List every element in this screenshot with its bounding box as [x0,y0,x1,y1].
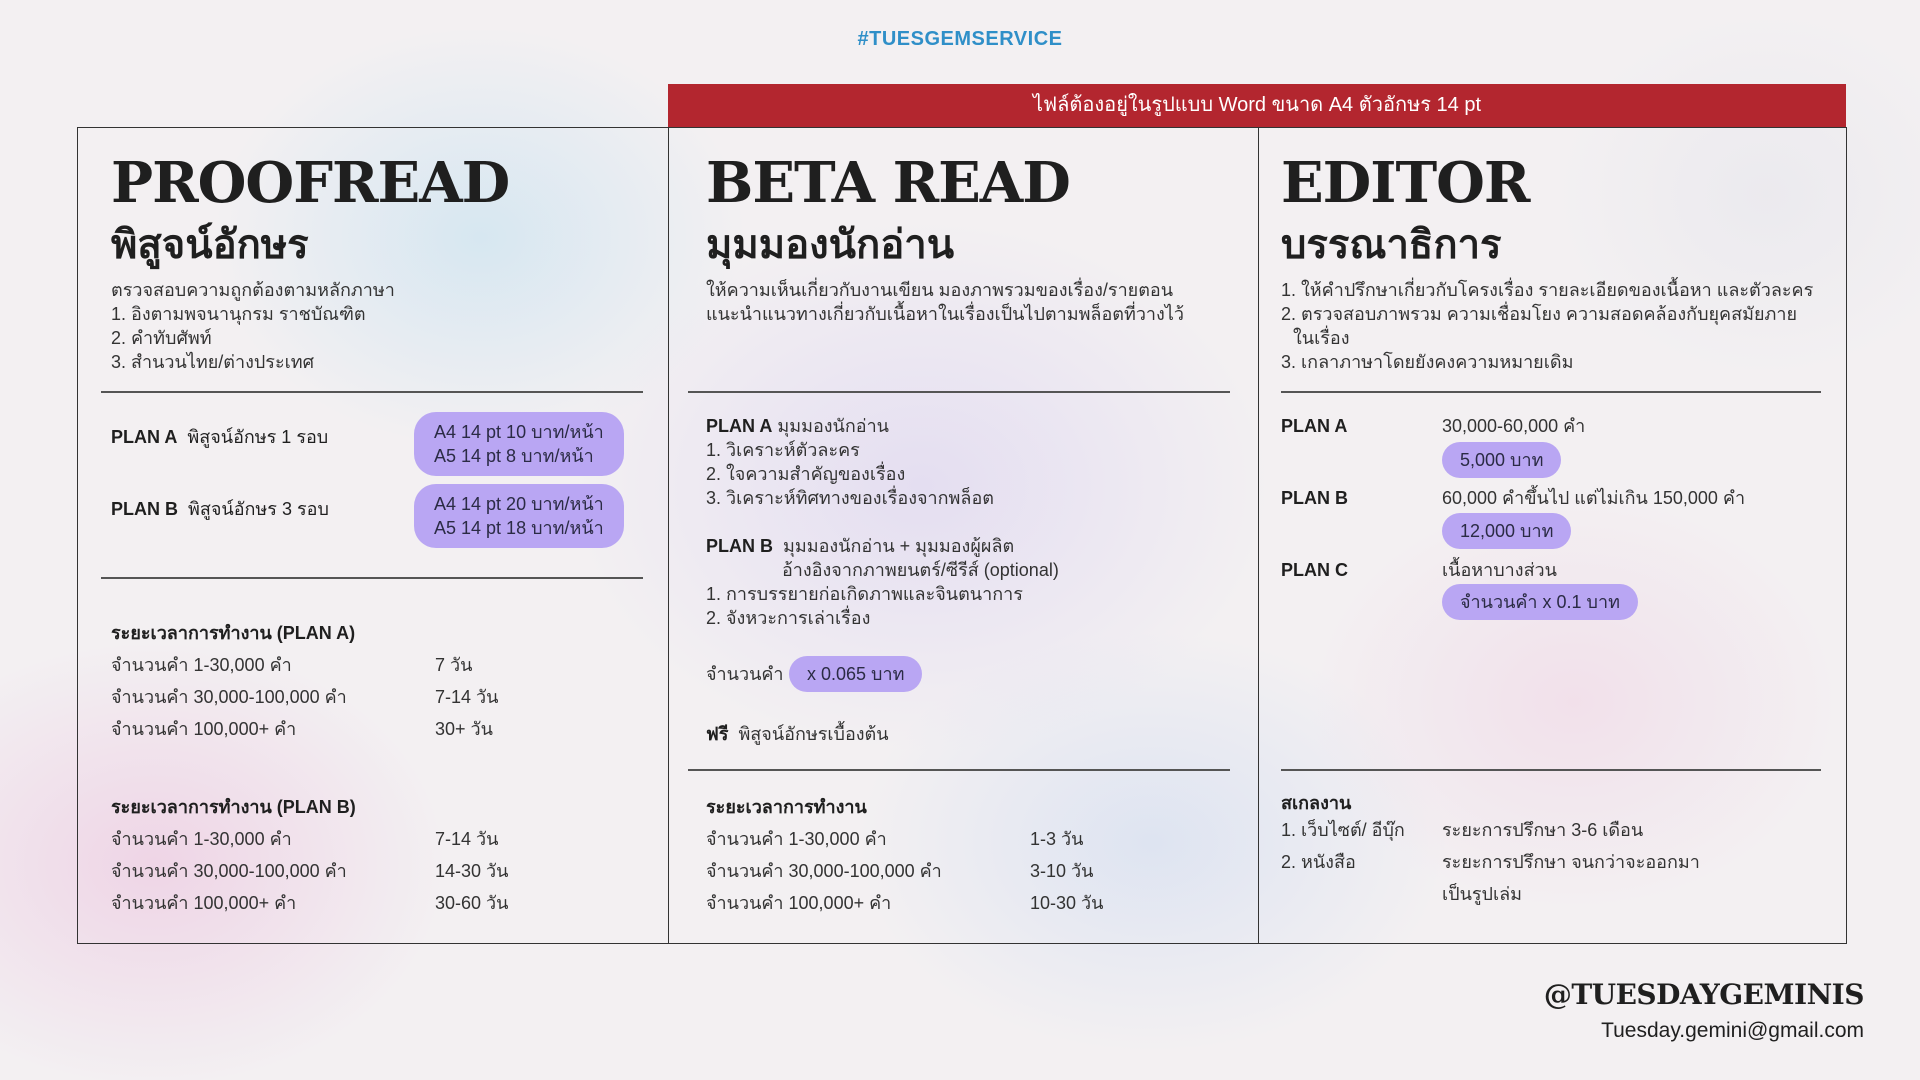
schedule-range: จำนวนคำ 30,000-100,000 คำ [111,861,347,881]
schedule-range: จำนวนคำ 30,000-100,000 คำ [706,861,942,881]
schedule-row [111,682,499,711]
service-table [77,127,1847,944]
plan-label: PLAN A [111,427,178,447]
schedule-range: จำนวนคำ 1-30,000 คำ [111,655,292,675]
plan-text: มุมมองนักอ่าน + มุมมองผู้ผลิต [783,536,1015,556]
divider [101,391,643,393]
divider [688,769,1230,771]
plan-subtext: อ้างอิงจากภาพยนตร์/ซีรีส์ (optional) [782,560,1059,580]
schedule-row [706,856,1094,885]
schedule-time: 3-10 วัน [1030,861,1094,881]
editor-plan-c-price: จำนวนคำ x 0.1 บาท [1442,584,1638,620]
schedule-time: 7-14 วัน [435,687,499,707]
proofread-title-thai: พิสูจน์อักษร [111,221,309,268]
plan-item: 2. จังหวะการเล่าเรื่อง [706,608,871,628]
editor-scale-desc [1442,850,1700,906]
plan-item: 1. การบรรยายก่อเกิดภาพและจินตนาการ [706,584,1023,604]
plan-label: PLAN A [1281,416,1348,436]
proofread-plan-a [111,422,328,451]
proofread-schedule-b-title: ระยะเวลาการทำงาน (PLAN B) [111,797,356,817]
schedule-range: จำนวนคำ 1-30,000 คำ [706,829,887,849]
beta-read-title: BETA READ [706,150,1070,216]
beta-price-pill: x 0.065 บาท [789,656,922,692]
schedule-row [111,714,493,743]
file-format-banner: ไฟล์ต้องอยู่ในรูปแบบ Word ขนาด A4 ตัวอักษร 14 pt [668,84,1846,127]
schedule-row [706,888,1104,917]
editor-title: EDITOR [1281,150,1530,216]
desc-line: 1. ให้คำปรึกษาเกี่ยวกับโครงเรื่อง รายละเอียดของเนื้อหา และตัวละคร [1281,280,1814,300]
editor-scale-item: 2. หนังสือ [1281,852,1356,872]
beta-read-column [668,128,1258,943]
schedule-row [111,824,499,853]
plan-item: 1. วิเคราะห์ตัวละคร [706,440,860,460]
editor-plan-a-text: 30,000-60,000 คำ [1442,416,1586,436]
scale-desc-line: ระยะการปรึกษา จนกว่าจะออกมา [1442,852,1700,872]
desc-line: ให้ความเห็นเกี่ยวกับงานเขียน มองภาพรวมของเรื่อง/รายตอน [706,280,1174,300]
schedule-time: 7-14 วัน [435,829,499,849]
beta-read-title-thai: มุมมองนักอ่าน [706,221,955,268]
beta-free-note [706,722,889,746]
schedule-row [111,888,509,917]
editor-column [1258,128,1846,943]
divider [1281,769,1821,771]
schedule-time: 7 วัน [435,655,473,675]
schedule-time: 14-30 วัน [435,861,509,881]
desc-line: 2. ตรวจสอบภาพรวม ความเชื่อมโยง ความสอดคล้องกับยุคสมัยภาย [1281,304,1798,324]
schedule-row [111,856,509,885]
desc-line: ตรวจสอบความถูกต้องตามหลักภาษา [111,280,395,300]
divider [1281,391,1821,393]
schedule-range: จำนวนคำ 30,000-100,000 คำ [111,687,347,707]
proofread-plan-b [111,494,329,523]
plan-item: 3. วิเคราะห์ทิศทางของเรื่องจากพล็อต [706,488,994,508]
desc-line: 2. คำทับศัพท์ [111,328,212,348]
schedule-range: จำนวนคำ 100,000+ คำ [706,893,892,913]
proofread-schedule-a-title: ระยะเวลาการทำงาน (PLAN A) [111,623,356,643]
plan-item: 2. ใจความสำคัญของเรื่อง [706,464,906,484]
proofread-title: PROOFREAD [111,150,510,216]
editor-plan-a-price: 5,000 บาท [1442,442,1561,478]
editor-plan-c-text: เนื้อหาบางส่วน [1442,560,1557,580]
schedule-time: 30-60 วัน [435,893,509,913]
schedule-row [706,824,1084,853]
proofread-column [78,128,668,943]
hashtag: #TUESGEMSERVICE [857,28,1063,50]
editor-title-thai: บรรณาธิการ [1281,221,1502,268]
free-label: ฟรี [706,724,729,744]
editor-description [1281,278,1813,374]
editor-plan-b-price: 12,000 บาท [1442,513,1571,549]
schedule-range: จำนวนคำ 1-30,000 คำ [111,829,292,849]
desc-line: 1. อิงตามพจนานุกรม ราชบัณฑิต [111,304,366,324]
price-line: A4 14 pt 20 บาท/หน้า [434,494,604,514]
price-line: A4 14 pt 10 บาท/หน้า [434,422,604,442]
editor-plan-a-label [1281,414,1347,438]
schedule-time: 30+ วัน [435,719,493,739]
proofread-plan-b-price [414,484,624,548]
divider [688,391,1230,393]
desc-line: 3. สำนวนไทย/ต่างประเทศ [111,352,315,372]
editor-plan-b-label [1281,486,1348,510]
free-text: พิสูจน์อักษรเบื้องต้น [738,724,889,744]
proofread-plan-a-price [414,412,624,476]
desc-line: แนะนำแนวทางเกี่ยวกับเนื้อหาในเรื่องเป็นไปตามพล็อตที่วางไว้ [706,304,1184,324]
proofread-description [111,278,395,374]
schedule-row [111,650,473,679]
price-line: A5 14 pt 18 บาท/หน้า [434,518,604,538]
plan-text: พิสูจน์อักษร 3 รอบ [188,499,329,519]
editor-plan-c-label [1281,558,1348,582]
plan-text: มุมมองนักอ่าน [777,416,889,436]
editor-scale-desc: ระยะการปรึกษา 3-6 เดือน [1442,820,1644,840]
schedule-range: จำนวนคำ 100,000+ คำ [111,893,297,913]
schedule-range: จำนวนคำ 100,000+ คำ [111,719,297,739]
plan-label: PLAN B [706,536,773,556]
editor-scale-title: สเกลงาน [1281,793,1352,813]
plan-label: PLAN B [1281,488,1348,508]
plan-label: PLAN C [1281,560,1348,580]
price-line: A5 14 pt 8 บาท/หน้า [434,446,594,466]
plan-text: พิสูจน์อักษร 1 รอบ [187,427,329,447]
social-handle: @TUESDAYGEMINIS [1543,978,1864,1011]
divider [101,577,643,579]
beta-schedule-title: ระยะเวลาการทำงาน [706,797,867,817]
editor-plan-b-text: 60,000 คำขึ้นไป แต่ไม่เกิน 150,000 คำ [1442,488,1746,508]
beta-read-description [706,278,1184,326]
plan-label: PLAN A [706,416,773,436]
contact-email: Tuesday.gemini@gmail.com [1601,1019,1864,1042]
beta-price-label: จำนวนคำ [706,664,784,684]
scale-desc-line: เป็นรูปเล่ม [1442,884,1523,904]
desc-line: 3. เกลาภาษาโดยยังคงความหมายเดิม [1281,352,1574,372]
desc-line: ในเรื่อง [1293,328,1350,348]
schedule-time: 10-30 วัน [1030,893,1104,913]
beta-plan-b [706,534,1059,630]
schedule-time: 1-3 วัน [1030,829,1084,849]
editor-scale-item: 1. เว็บไซต์/ อีบุ๊ก [1281,820,1405,840]
plan-label: PLAN B [111,499,178,519]
beta-plan-a [706,414,994,510]
